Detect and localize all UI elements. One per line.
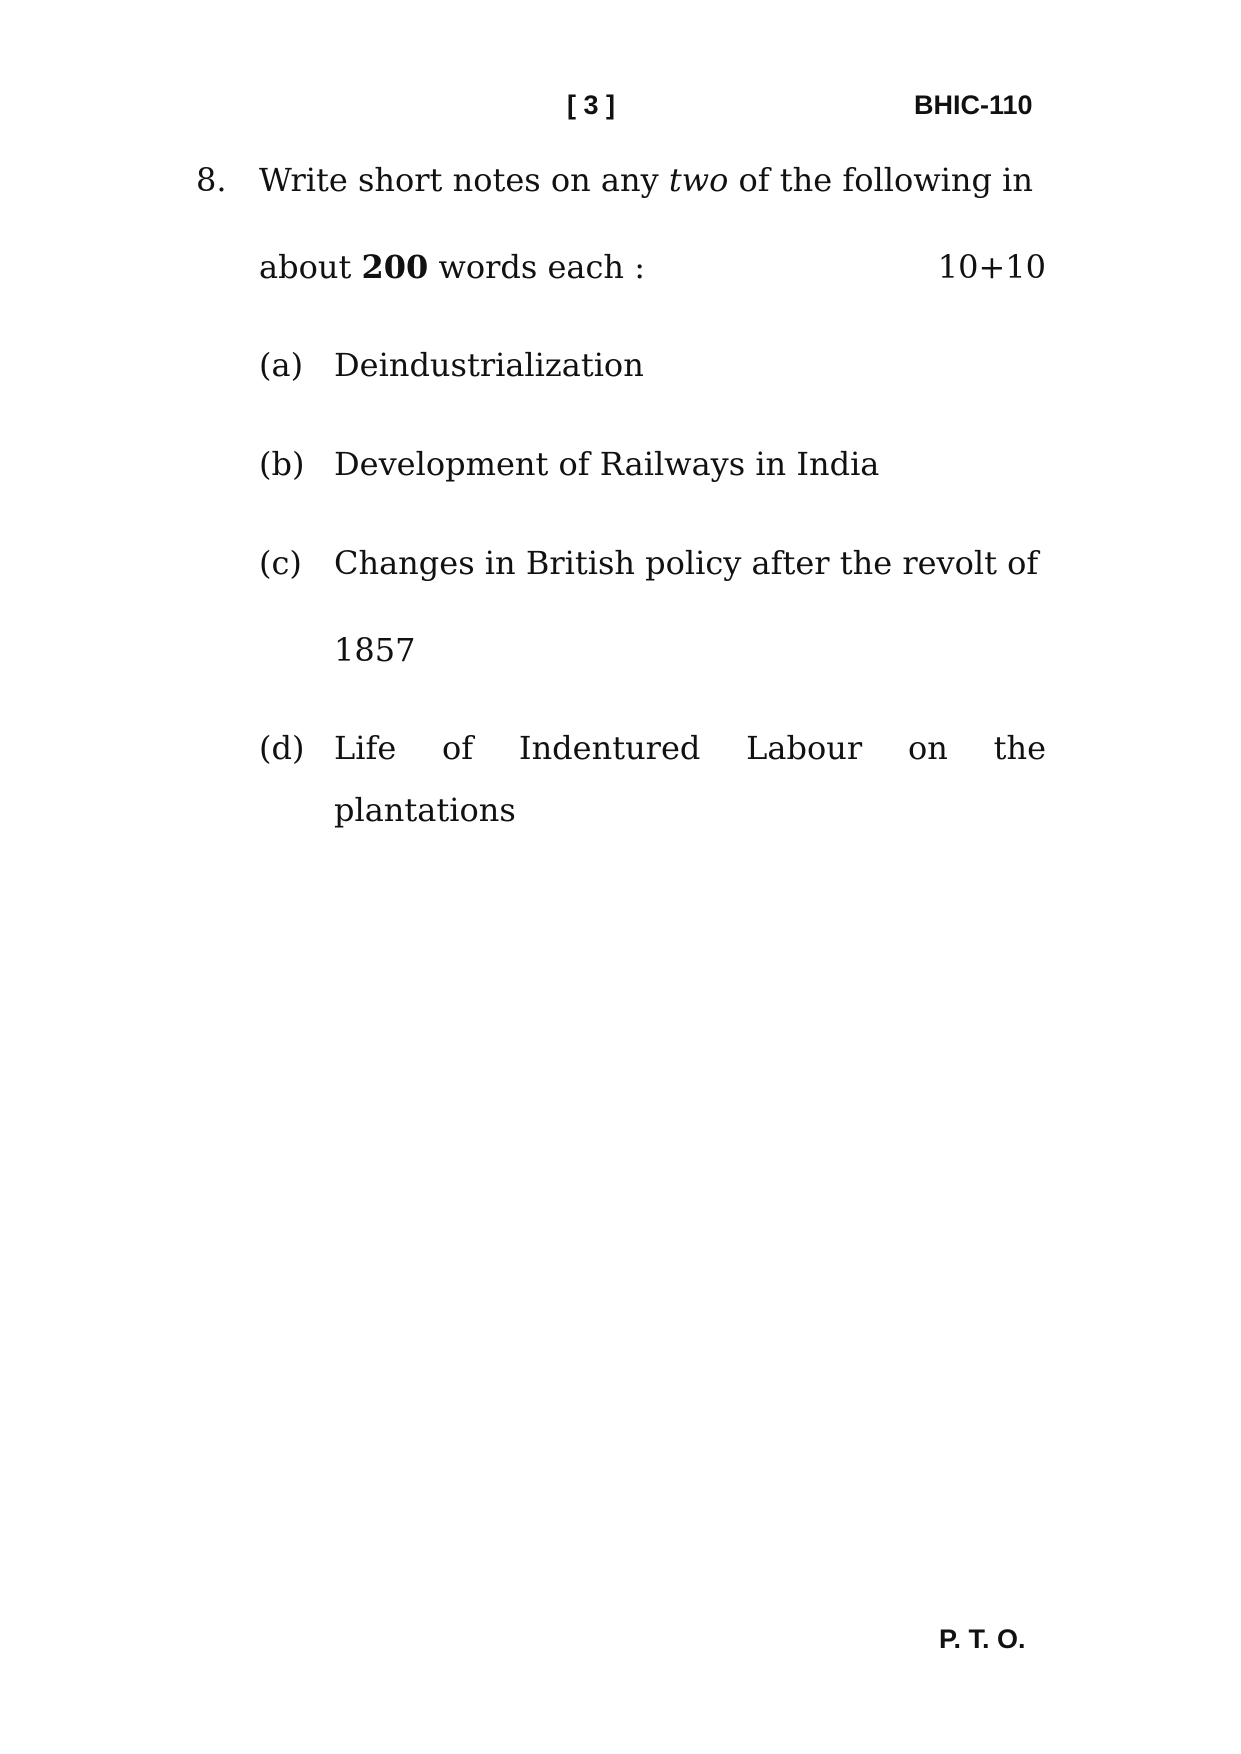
option-text: Deindustrialization (334, 346, 644, 384)
question-number: 8. (196, 161, 227, 199)
option-text: Development of Railways in India (334, 445, 880, 483)
option-text-line2: plantations (334, 791, 516, 829)
question-text-part1: Write short notes on any (259, 161, 669, 199)
course-code: BHIC-110 (914, 90, 1033, 120)
question-line2-part1: about (259, 248, 362, 286)
page-number: [ 3 ] (567, 90, 616, 120)
page-turn-over: P. T. O. (939, 1624, 1026, 1654)
option-label: (d) (259, 729, 305, 767)
option-label: (c) (259, 544, 302, 582)
option-label: (a) (259, 346, 304, 384)
question-text-emphasis: two (668, 161, 729, 199)
question-marks: 10+10 (937, 248, 1046, 286)
option-label: (b) (259, 445, 305, 483)
question-text-part2: of the following in (728, 161, 1033, 199)
option-text-line1: Life of Indentured Labour on the (334, 729, 1046, 767)
question-text-line1 (259, 158, 1046, 202)
option-text-line2: 1857 (334, 631, 416, 669)
option-text-line1: Changes in British policy after the revolt of (334, 544, 1039, 582)
question-text-line2 (259, 245, 1046, 289)
question-line2-part2: words each : (428, 248, 645, 286)
question-word-count: 200 (361, 248, 429, 286)
